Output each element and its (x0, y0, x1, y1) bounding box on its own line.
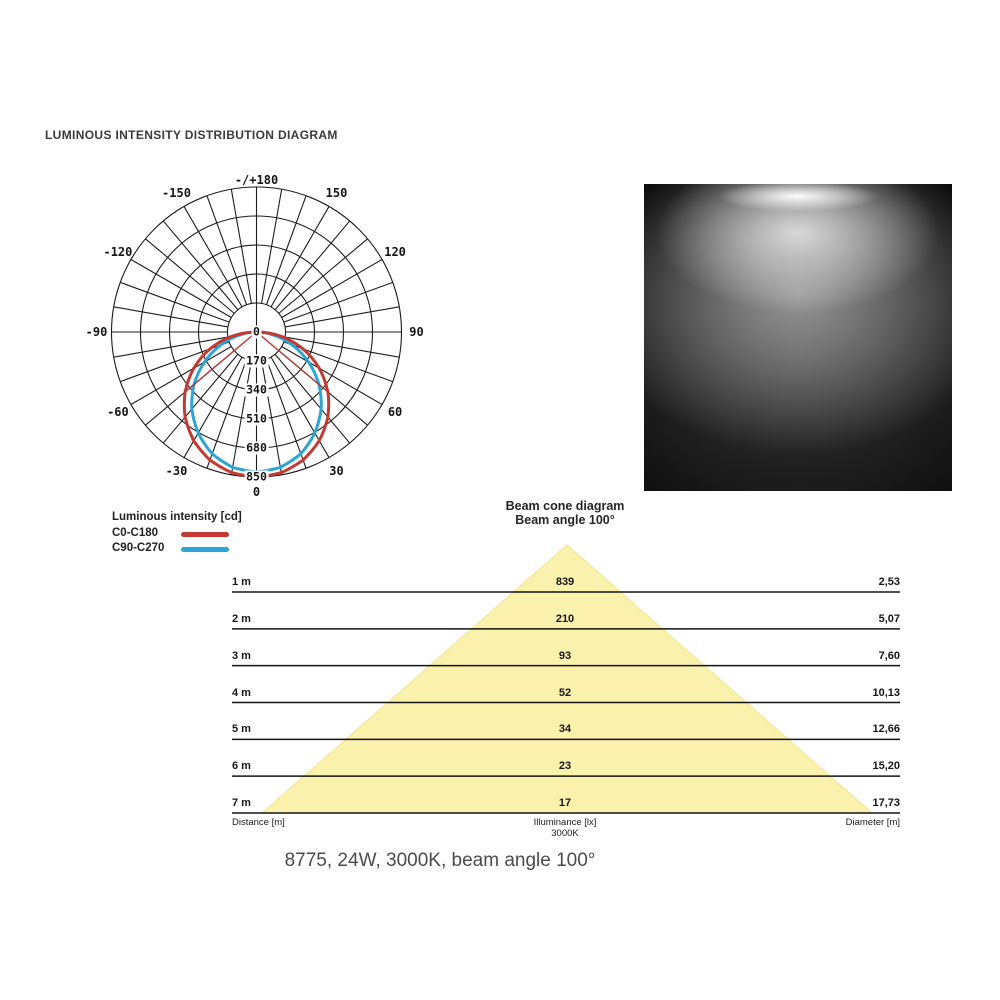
illuminance-value: 839 (555, 576, 575, 588)
legend-swatch-c0-c180 (181, 532, 229, 537)
column-header-illuminance (534, 817, 597, 839)
polar-angle-label--120: -120 (103, 245, 133, 259)
column-header-distance: Distance [m] (232, 817, 285, 828)
polar-radial-label-850: 850 (246, 469, 267, 484)
legend-swatch-c90-c270 (181, 547, 229, 552)
polar-angle-label--30: -30 (165, 463, 188, 478)
distance-label: 2 m (232, 612, 251, 625)
polar-spoke (207, 196, 247, 305)
polar-angle-label--150: -150 (162, 186, 191, 201)
polar-angle-label--60: -60 (107, 405, 129, 419)
polar-spoke (207, 359, 247, 468)
illuminance-value: 52 (558, 686, 572, 699)
distance-label: 5 m (232, 723, 251, 736)
illuminance-value: 34 (558, 723, 572, 736)
polar-spoke (120, 282, 229, 322)
polar-radial-label-170: 170 (246, 353, 267, 368)
polar-radial-label-0: 0 (253, 324, 260, 339)
polar-angle-label--+180: -/+180 (234, 173, 279, 187)
illuminance-value: 17 (558, 797, 572, 809)
distance-label: 7 m (232, 797, 251, 809)
legend-label-c90-c270: C90-C270 (112, 542, 165, 554)
product-caption: 8775, 24W, 3000K, beam angle 100° (284, 850, 596, 871)
distance-label: 3 m (232, 649, 251, 662)
beam-cone-title-block (465, 499, 665, 527)
diameter-value: 5,07 (878, 612, 900, 625)
polar-radial-label-680: 680 (246, 440, 267, 455)
distance-label: 4 m (232, 686, 251, 699)
polar-angle-label-60: 60 (387, 405, 403, 419)
polar-angle-label-150: 150 (325, 186, 348, 201)
diameter-value: 2,53 (878, 576, 900, 588)
polar-angle-label-30: 30 (329, 463, 344, 478)
legend-label-c0-c180: C0-C180 (112, 527, 159, 539)
polar-radial-label-510: 510 (246, 411, 267, 426)
polar-spoke (284, 282, 393, 322)
illuminance-value: 210 (555, 612, 575, 625)
diameter-value: 17,73 (872, 797, 900, 809)
polar-radial-label-340: 340 (246, 382, 267, 397)
polar-legend (112, 511, 252, 557)
polar-angle-label-120: 120 (384, 245, 406, 259)
legend-rows (112, 527, 252, 557)
polar-spoke (262, 189, 282, 303)
polar-spoke (266, 196, 306, 305)
distance-label: 1 m (232, 576, 251, 588)
legend-title: Luminous intensity [cd] (112, 511, 242, 523)
diameter-value: 10,13 (872, 686, 900, 699)
polar-angle-label-0: 0 (252, 485, 261, 499)
column-header-illuminance-line1: Illuminance [lx] (533, 817, 597, 828)
diameter-value: 7,60 (878, 649, 900, 662)
distance-label: 6 m (232, 760, 251, 773)
legend-row-c0-c180 (112, 527, 252, 542)
illuminance-value: 23 (558, 760, 572, 773)
diameter-value: 12,66 (872, 723, 900, 736)
beam-cone-title: Beam cone diagram (505, 499, 625, 513)
polar-spoke (285, 307, 399, 327)
polar-spoke (231, 189, 251, 303)
polar-spoke (114, 307, 228, 327)
polar-spoke (266, 359, 306, 468)
column-header-illuminance-line2: 3000K (551, 828, 579, 839)
beam-photo (644, 184, 952, 491)
illuminance-value: 93 (558, 649, 572, 662)
column-header-diameter: Diameter [m] (845, 817, 900, 828)
beam-cone-subtitle: Beam angle 100° (515, 513, 615, 527)
legend-row-c90-c270 (112, 542, 252, 557)
diameter-value: 15,20 (872, 760, 900, 773)
polar-angle-label-90: 90 (409, 325, 424, 339)
polar-angle-label--90: -90 (85, 325, 108, 339)
page-title: LUMINOUS INTENSITY DISTRIBUTION DIAGRAM (45, 128, 338, 142)
